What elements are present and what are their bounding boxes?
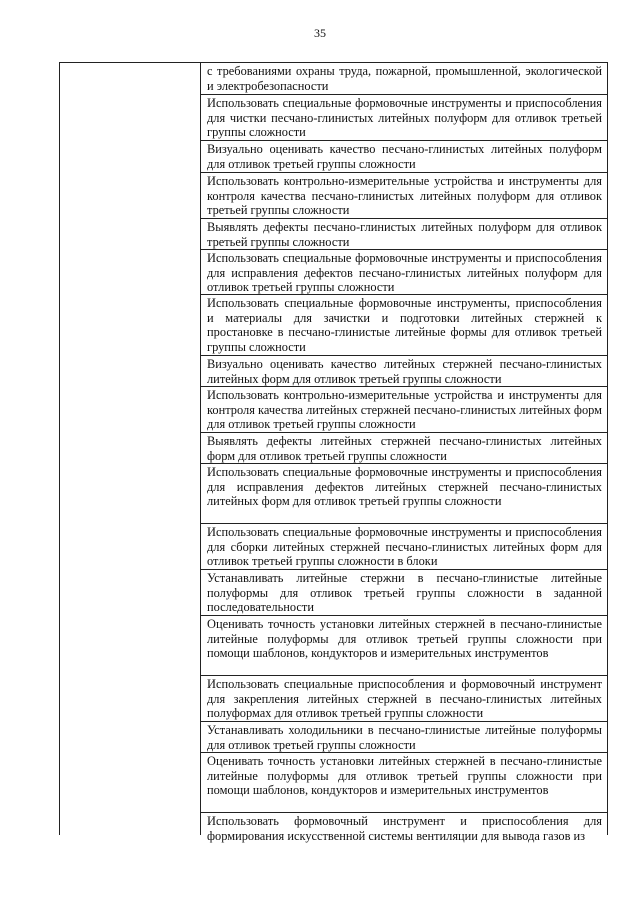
table-row: Использовать формовочный инструмент и приспособления для формирования искусственной системы вентиляции для вывода газов из — [207, 814, 602, 843]
table-row: Выявлять дефекты литейных стержней песчано-глинистых литейных форм для отливок третьей группы сложности — [201, 433, 607, 464]
table-row: Оценивать точность установки литейных стержней в песчано-глинистые литейные полуформы для отливок третьей группы сложности при помощи шаблонов, кондукторов и измерительных инструментов — [201, 616, 607, 676]
table-row: Визуально оценивать качество литейных стержней песчано-глинистых литейных форм для отливок третьей группы сложности — [201, 356, 607, 387]
table-right-column — [201, 63, 607, 846]
table-row: Визуально оценивать качество песчано-глинистых литейных полуформ для отливок третьей группы сложности — [201, 141, 607, 173]
table-row: Выявлять дефекты песчано-глинистых литейных полуформ для отливок третьей группы сложности — [201, 219, 607, 250]
table-row: Оценивать точность установки литейных стержней в песчано-глинистые литейные полуформы для отливок третьей группы сложности при помощи шаблонов, кондукторов и измерительных инструментов — [201, 753, 607, 813]
skills-table — [59, 62, 608, 843]
table-row: с требованиями охраны труда, пожарной, промышленной, экологической и электробезопасности — [201, 63, 607, 95]
page-number: 35 — [314, 26, 326, 40]
table-row: Использовать специальные приспособления и формовочный инструмент для закрепления литейных стержней в песчано-глинистых литейных полуформах для отливок третьей группы сложности — [201, 676, 607, 722]
table-row: Использовать специальные формовочные инструменты и приспособления для сборки литейных стержней песчано-глинистых литейных форм для отливок третьей группы сложности в блоки — [201, 524, 607, 570]
table-row: Использовать специальные формовочные инструменты, приспособления и материалы для зачистки и подготовки литейных стержней к простановке в песчано-глинистые литейные формы для отливок третьей группы сложности — [201, 295, 607, 356]
table-row: Использовать специальные формовочные инструменты и приспособления для исправления дефектов литейных стержней песчано-глинистых литейных форм для отливок третьей группы сложности — [201, 464, 607, 524]
table-left-column — [60, 63, 201, 835]
table-row: Устанавливать литейные стержни в песчано-глинистые литейные полуформы для отливок третьей группы сложности в заданной последовательности — [201, 570, 607, 616]
table-row: Использовать контрольно-измерительные устройства и инструменты для контроля качества литейных стержней песчано-глинистых литейных форм для отливок третьей группы сложности — [201, 387, 607, 433]
table-row: Использовать контрольно-измерительные устройства и инструменты для контроля качества песчано-глинистых литейных полуформ для отливок третьей группы сложности — [201, 173, 607, 219]
table-row: Использовать специальные формовочные инструменты и приспособления для чистки песчано-глинистых литейных полуформ для отливок третьей группы сложности — [201, 95, 607, 141]
table-row: Использовать специальные формовочные инструменты и приспособления для исправления дефектов песчано-глинистых литейных полуформ для отливок третьей группы сложности — [201, 250, 607, 295]
table-row: Устанавливать холодильники в песчано-глинистые литейные полуформы для отливок третьей группы сложности — [201, 722, 607, 753]
